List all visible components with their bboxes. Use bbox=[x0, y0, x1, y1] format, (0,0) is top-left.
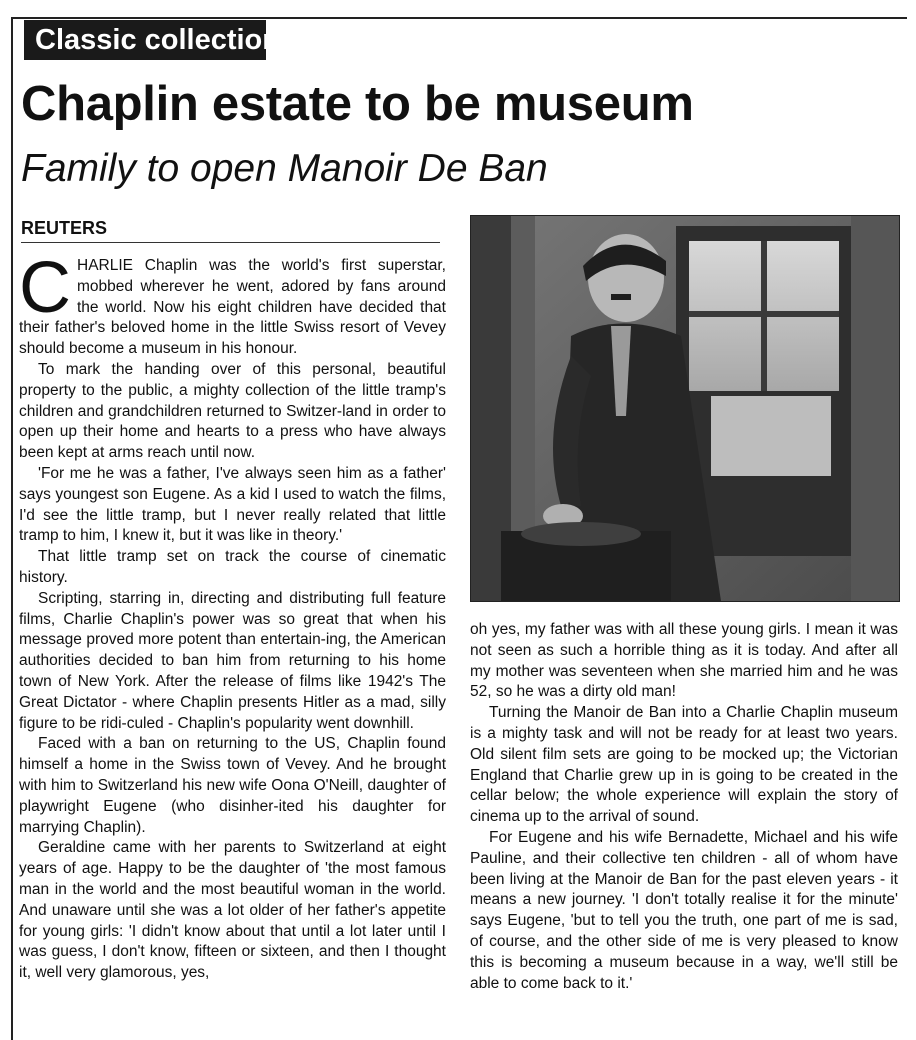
paragraph-9: For Eugene and his wife Bernadette, Michael and his wife Pauline, and their collective ten children - all of whom have been living at the Manoir de Ban for the past eleven years - it means a new journey. 'I don't totally realise it for the minute' says Eugene, 'but to tell you the truth, one part of me is sad, of course, and the other side of me is very pleased to know this is becoming a museum because in a way, we'll still be able to come back to it.' bbox=[470, 828, 898, 992]
paragraph-7-continued: oh yes, my father was with all these young girls. I mean it was not seen as such a horrible thing as it is today. And after all my mother was seventeen when she married him and he was 52, so he was a dirty old man! bbox=[470, 621, 898, 701]
paragraph-8: Turning the Manoir de Ban into a Charlie Chaplin museum is a mighty task and will not be ready for at least two years. Old silent film sets are going to be mocked up; the Victorian England that Charlie grew up in is going to be created in the cellar below; the whole experience will explain the story of cinema up to the arrival of sound. bbox=[470, 704, 898, 826]
paragraph-2: To mark the handing over of this personal, beautiful property to the public, a mighty collection of the little tramp's children and grandchildren returned to Switzer-land in order to open up their home and hearts to a press who have always been kept at arms reach until now. bbox=[19, 360, 446, 462]
left-rule bbox=[11, 17, 13, 1040]
paragraph-1-text: HARLIE Chaplin was the world's first superstar, mobbed wherever he went, adored by fans around the world. Now his eight children have decided that their father's beloved home in the little Swiss resort of Vevey should become a museum in his honour. bbox=[19, 257, 446, 358]
paragraph-1 bbox=[19, 248, 446, 360]
dropcap: C bbox=[19, 248, 71, 328]
section-tag: Classic collection bbox=[24, 20, 266, 60]
headline: Chaplin estate to be museum bbox=[21, 77, 694, 131]
subheadline: Family to open Manoir De Ban bbox=[21, 147, 548, 190]
paragraph-7: Geraldine came with her parents to Switzerland at eight years of age. Happy to be the daughter of 'the most famous man in the world and the most beautiful woman in the world. And unaware until she was a lot older of her father's appetite for young girls: 'I didn't know about that until a lot later until I was guess, I don't know, fifteen or sixteen, and then I thought it, well very glamorous, yes, bbox=[19, 839, 446, 982]
paragraph-5: Scripting, starring in, directing and distributing full feature films, Charlie Chaplin's power was so great that when his message proved more potent than entertain-ing, the American authorities decided to ban him from returning to his home town of New York. After the release of films like 1942's The Great Dictator - where Chaplin presents Hitler as a mad, silly figure to be ridi-culed - Chaplin's popularity went downhill. bbox=[19, 589, 446, 732]
paragraph-3: 'For me he was a father, I've always seen him as a father' says youngest son Eugene. As a kid I used to watch the films, I'd see the little tramp, but I never really related that little tramp to him, I knew it, but it was like in theory.' bbox=[19, 464, 446, 545]
byline: REUTERS bbox=[21, 216, 440, 243]
paragraph-4: That little tramp set on track the course of cinematic history. bbox=[19, 548, 446, 586]
article-column-right bbox=[470, 620, 898, 994]
paragraph-6: Faced with a ban on returning to the US, Chaplin found himself a home in the Swiss town of Vevey. And he brought with him to Switzerland his new wife Oona O'Neill, daughter of playwright Eugene (who disinher-ited his daughter for marrying Chaplin). bbox=[19, 735, 446, 836]
article-column-left bbox=[19, 248, 446, 984]
top-rule bbox=[11, 17, 907, 19]
photo-image bbox=[471, 216, 899, 601]
photo-chaplin-at-window bbox=[470, 215, 900, 602]
